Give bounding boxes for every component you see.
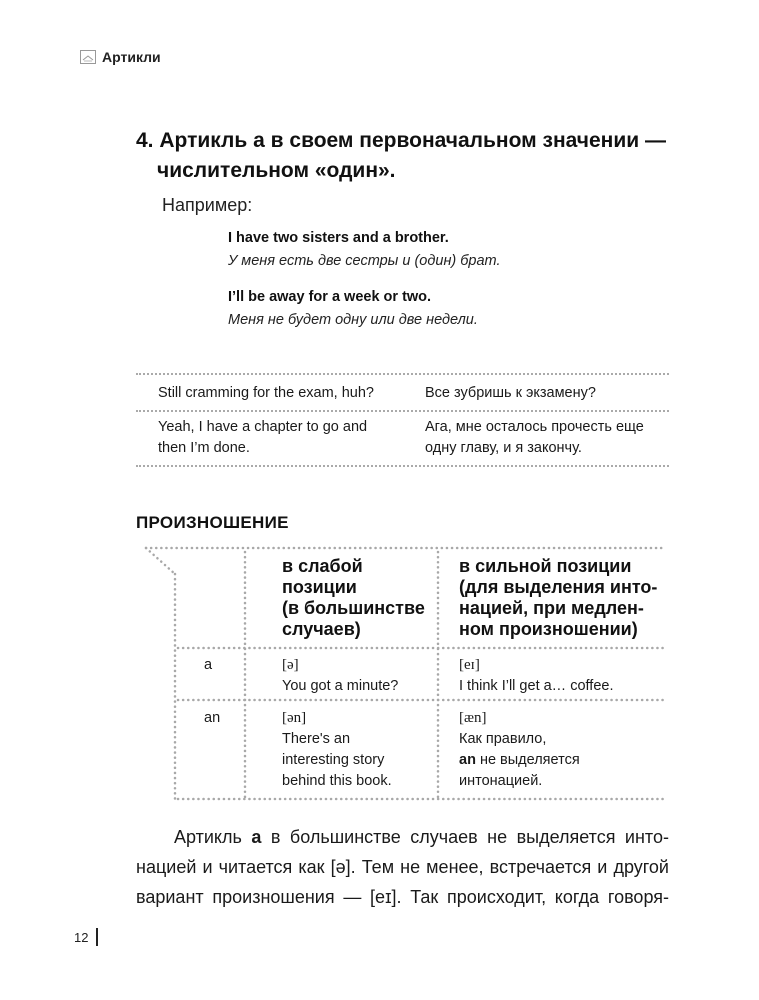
- header-line: в сильной позиции: [459, 556, 632, 576]
- example-phrase: There's an: [282, 731, 351, 747]
- body-line: вариант произношения — [eɪ]. Так происходит, когда говоря-: [136, 887, 669, 907]
- header-line: в слабой: [282, 556, 363, 576]
- page-number: 12: [74, 930, 89, 945]
- body-line: нацией и читается как [ə]. Тем не менее, встречается и другой: [136, 857, 669, 877]
- body-text: Артикль: [174, 827, 252, 847]
- body-paragraph: [136, 822, 669, 912]
- dialogue-line: Ага, мне осталось прочесть еще: [425, 419, 644, 435]
- dialogue-english: Still cramming for the exam, huh?: [158, 385, 374, 401]
- example-phrase: You got a minute?: [282, 678, 399, 694]
- example-english: I have two sisters and a brother.: [228, 230, 449, 246]
- section-heading: [136, 126, 696, 186]
- example-russian: У меня есть две сестры и (один) брат.: [228, 253, 501, 269]
- ipa-transcription: [ə]: [282, 657, 299, 673]
- heading-text-rest: в своем первоначальном значении —: [264, 129, 667, 152]
- header-line: случаев): [282, 619, 361, 639]
- column-header-strong: [459, 556, 657, 640]
- strong-cell: [459, 708, 580, 792]
- example-phrase: behind this book.: [282, 773, 392, 789]
- note-line: Как правило,: [459, 731, 547, 747]
- dialogue-line: Yeah, I have a chapter to go and: [158, 419, 368, 435]
- article-a: a: [204, 657, 213, 673]
- header-line: (в большинстве: [282, 598, 425, 618]
- body-line: [136, 822, 669, 852]
- body-text: в большинстве случаев не выделяется инто-: [261, 827, 669, 847]
- weak-cell: [282, 655, 398, 697]
- note-bold-article: an: [459, 752, 476, 768]
- ipa-transcription: [ən]: [282, 710, 307, 726]
- dialogue-line: одну главу, и я закончу.: [425, 440, 582, 456]
- example-english: I’ll be away for a week or two.: [228, 289, 432, 305]
- page-number-bar: [96, 928, 98, 946]
- header-line: позиции: [282, 577, 357, 597]
- body-bold-article: a: [251, 827, 262, 847]
- ipa-transcription: [eɪ]: [459, 657, 480, 673]
- note-line: не выделяется: [475, 752, 580, 768]
- strong-cell: [459, 655, 613, 697]
- weak-cell: [282, 708, 392, 792]
- example-phrase: I think I’ll get a… coffee.: [459, 678, 614, 694]
- dialogue-line: then I’m done.: [158, 440, 250, 456]
- heading-text: 4. Артикль: [136, 129, 254, 152]
- example-item: [228, 286, 478, 332]
- dialogue-russian: [425, 417, 644, 459]
- book-icon: [80, 50, 96, 64]
- divider: [136, 410, 669, 412]
- example-item: [228, 227, 501, 273]
- divider: [136, 373, 669, 375]
- dialogue-english: [158, 417, 367, 459]
- heading-line2: числительном «один».: [157, 159, 396, 182]
- example-phrase: interesting story: [282, 752, 385, 768]
- note-line: интонацией.: [459, 773, 543, 789]
- pronunciation-heading: ПРОИЗНОШЕНИЕ: [136, 513, 289, 532]
- header-line: ном произношении): [459, 619, 638, 639]
- header-line: (для выделения инто-: [459, 577, 658, 597]
- example-intro: Например:: [162, 195, 253, 215]
- divider: [136, 465, 669, 467]
- dialogue-russian: Все зубришь к экзамену?: [425, 385, 596, 401]
- heading-article: a: [253, 129, 265, 152]
- header-line: нацией, при медлен-: [459, 598, 644, 618]
- example-russian: Меня не будет одну или две недели.: [228, 312, 478, 328]
- column-header-weak: [282, 556, 425, 640]
- ipa-transcription: [æn]: [459, 710, 487, 726]
- article-an: an: [204, 710, 221, 726]
- running-header-title: Артикли: [102, 49, 161, 65]
